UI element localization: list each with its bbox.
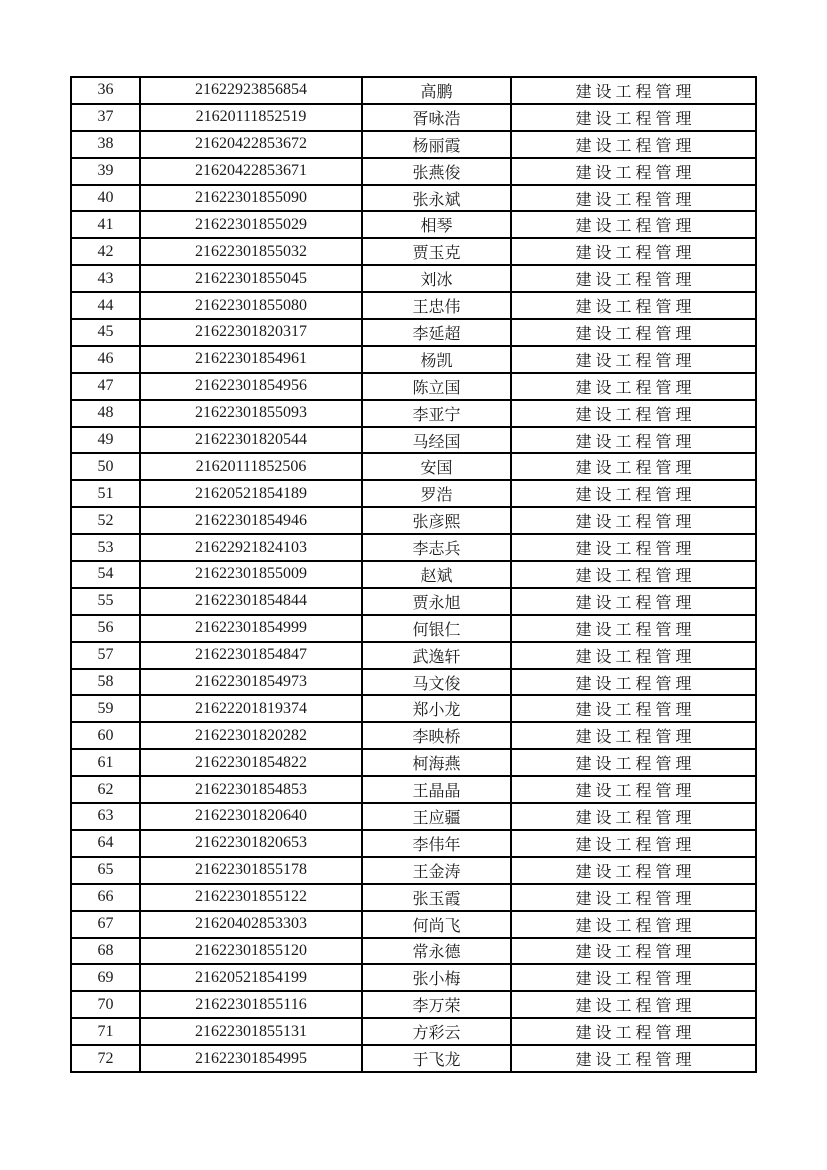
table-row [71,588,756,615]
name-cell: 常永德 [362,938,511,965]
name-cell: 杨丽霞 [362,131,511,158]
student-id-cell: 21622301855090 [140,185,362,212]
name-cell: 王应疆 [362,803,511,830]
name-cell: 马经国 [362,427,511,454]
name-cell: 张玉霞 [362,884,511,911]
table-row [71,158,756,185]
program-cell: 建设工程管理 [511,669,756,696]
student-id-cell: 21622301854995 [140,1045,362,1072]
name-cell: 张燕俊 [362,158,511,185]
table-row [71,830,756,857]
row-number-cell: 57 [71,642,140,669]
student-id-cell: 21622201819374 [140,695,362,722]
student-id-cell: 21622301855178 [140,857,362,884]
name-cell: 柯海燕 [362,749,511,776]
table-row [71,964,756,991]
student-id-cell: 21622301854961 [140,346,362,373]
row-number-cell: 54 [71,561,140,588]
program-cell: 建设工程管理 [511,480,756,507]
program-cell: 建设工程管理 [511,911,756,938]
row-number-cell: 68 [71,938,140,965]
table-row [71,911,756,938]
program-cell: 建设工程管理 [511,803,756,830]
program-cell: 建设工程管理 [511,319,756,346]
table-row [71,211,756,238]
program-cell: 建设工程管理 [511,238,756,265]
row-number-cell: 62 [71,776,140,803]
table-row [71,480,756,507]
student-roster-table [70,76,757,1073]
table-row [71,884,756,911]
program-cell: 建设工程管理 [511,1018,756,1045]
student-id-cell: 21620111852519 [140,104,362,131]
name-cell: 郑小龙 [362,695,511,722]
table-row [71,1045,756,1072]
row-number-cell: 45 [71,319,140,346]
program-cell: 建设工程管理 [511,534,756,561]
student-id-cell: 21622301854853 [140,776,362,803]
program-cell: 建设工程管理 [511,427,756,454]
row-number-cell: 59 [71,695,140,722]
program-cell: 建设工程管理 [511,185,756,212]
row-number-cell: 48 [71,400,140,427]
table-row [71,346,756,373]
student-id-cell: 21622301855032 [140,238,362,265]
student-id-cell: 21622301820282 [140,722,362,749]
table-row [71,265,756,292]
student-id-cell: 21622301855009 [140,561,362,588]
name-cell: 武逸轩 [362,642,511,669]
row-number-cell: 53 [71,534,140,561]
program-cell: 建设工程管理 [511,561,756,588]
row-number-cell: 42 [71,238,140,265]
name-cell: 安国 [362,453,511,480]
program-cell: 建设工程管理 [511,991,756,1018]
student-id-cell: 21622301855080 [140,292,362,319]
student-id-cell: 21622301854847 [140,642,362,669]
student-id-cell: 21622301855116 [140,991,362,1018]
row-number-cell: 52 [71,507,140,534]
table-row [71,77,756,104]
name-cell: 杨凯 [362,346,511,373]
row-number-cell: 55 [71,588,140,615]
name-cell: 李志兵 [362,534,511,561]
program-cell: 建设工程管理 [511,642,756,669]
name-cell: 相琴 [362,211,511,238]
name-cell: 于飞龙 [362,1045,511,1072]
row-number-cell: 43 [71,265,140,292]
row-number-cell: 65 [71,857,140,884]
row-number-cell: 37 [71,104,140,131]
table-row [71,642,756,669]
row-number-cell: 71 [71,1018,140,1045]
table-row [71,427,756,454]
table-row [71,857,756,884]
name-cell: 张永斌 [362,185,511,212]
row-number-cell: 39 [71,158,140,185]
name-cell: 李伟年 [362,830,511,857]
table-row [71,669,756,696]
program-cell: 建设工程管理 [511,346,756,373]
student-id-cell: 21620521854199 [140,964,362,991]
row-number-cell: 63 [71,803,140,830]
row-number-cell: 49 [71,427,140,454]
name-cell: 李延超 [362,319,511,346]
table-row [71,803,756,830]
program-cell: 建设工程管理 [511,857,756,884]
name-cell: 赵斌 [362,561,511,588]
row-number-cell: 50 [71,453,140,480]
student-id-cell: 21622301854822 [140,749,362,776]
name-cell: 刘冰 [362,265,511,292]
table-row [71,507,756,534]
student-id-cell: 21622301855120 [140,938,362,965]
student-id-cell: 21622301855093 [140,400,362,427]
table-row [71,991,756,1018]
student-id-cell: 21622301820544 [140,427,362,454]
row-number-cell: 38 [71,131,140,158]
row-number-cell: 44 [71,292,140,319]
program-cell: 建设工程管理 [511,77,756,104]
student-id-cell: 21620422853671 [140,158,362,185]
name-cell: 李亚宁 [362,400,511,427]
row-number-cell: 67 [71,911,140,938]
student-id-cell: 21620402853303 [140,911,362,938]
table-row [71,776,756,803]
program-cell: 建设工程管理 [511,938,756,965]
row-number-cell: 58 [71,669,140,696]
student-id-cell: 21622301820653 [140,830,362,857]
student-id-cell: 21622301855122 [140,884,362,911]
row-number-cell: 36 [71,77,140,104]
row-number-cell: 51 [71,480,140,507]
student-id-cell: 21622301855045 [140,265,362,292]
name-cell: 李映桥 [362,722,511,749]
name-cell: 贾永旭 [362,588,511,615]
name-cell: 陈立国 [362,373,511,400]
program-cell: 建设工程管理 [511,131,756,158]
row-number-cell: 60 [71,722,140,749]
program-cell: 建设工程管理 [511,830,756,857]
row-number-cell: 69 [71,964,140,991]
table-row [71,615,756,642]
table-row [71,185,756,212]
name-cell: 何尚飞 [362,911,511,938]
student-id-cell: 21622301855131 [140,1018,362,1045]
student-id-cell: 21620521854189 [140,480,362,507]
student-id-cell: 21620111852506 [140,453,362,480]
table-row [71,722,756,749]
name-cell: 王忠伟 [362,292,511,319]
row-number-cell: 41 [71,211,140,238]
row-number-cell: 46 [71,346,140,373]
program-cell: 建设工程管理 [511,292,756,319]
table-row [71,400,756,427]
student-id-cell: 21622301855029 [140,211,362,238]
name-cell: 罗浩 [362,480,511,507]
row-number-cell: 70 [71,991,140,1018]
table-row [71,319,756,346]
table-row [71,238,756,265]
name-cell: 高鹏 [362,77,511,104]
student-id-cell: 21622301854946 [140,507,362,534]
student-id-cell: 21622923856854 [140,77,362,104]
row-number-cell: 47 [71,373,140,400]
table-row [71,938,756,965]
table-row [71,292,756,319]
name-cell: 何银仁 [362,615,511,642]
student-id-cell: 21622301854999 [140,615,362,642]
table-row [71,453,756,480]
program-cell: 建设工程管理 [511,453,756,480]
row-number-cell: 64 [71,830,140,857]
name-cell: 李万荣 [362,991,511,1018]
name-cell: 贾玉克 [362,238,511,265]
program-cell: 建设工程管理 [511,400,756,427]
program-cell: 建设工程管理 [511,104,756,131]
program-cell: 建设工程管理 [511,776,756,803]
table-row [71,373,756,400]
program-cell: 建设工程管理 [511,884,756,911]
student-id-cell: 21620422853672 [140,131,362,158]
student-id-cell: 21622921824103 [140,534,362,561]
name-cell: 方彩云 [362,1018,511,1045]
program-cell: 建设工程管理 [511,588,756,615]
student-id-cell: 21622301854844 [140,588,362,615]
name-cell: 王金涛 [362,857,511,884]
program-cell: 建设工程管理 [511,615,756,642]
program-cell: 建设工程管理 [511,749,756,776]
program-cell: 建设工程管理 [511,507,756,534]
table-row [71,534,756,561]
table-row [71,104,756,131]
student-id-cell: 21622301854973 [140,669,362,696]
name-cell: 马文俊 [362,669,511,696]
table-row [71,131,756,158]
row-number-cell: 61 [71,749,140,776]
row-number-cell: 40 [71,185,140,212]
program-cell: 建设工程管理 [511,158,756,185]
program-cell: 建设工程管理 [511,211,756,238]
name-cell: 张小梅 [362,964,511,991]
student-id-cell: 21622301820317 [140,319,362,346]
name-cell: 张彦熙 [362,507,511,534]
row-number-cell: 56 [71,615,140,642]
table-row [71,1018,756,1045]
program-cell: 建设工程管理 [511,1045,756,1072]
program-cell: 建设工程管理 [511,722,756,749]
row-number-cell: 72 [71,1045,140,1072]
table-row [71,561,756,588]
name-cell: 胥咏浩 [362,104,511,131]
row-number-cell: 66 [71,884,140,911]
student-id-cell: 21622301820640 [140,803,362,830]
program-cell: 建设工程管理 [511,373,756,400]
program-cell: 建设工程管理 [511,265,756,292]
program-cell: 建设工程管理 [511,695,756,722]
roster-body [71,77,756,1072]
student-id-cell: 21622301854956 [140,373,362,400]
table-row [71,695,756,722]
name-cell: 王晶晶 [362,776,511,803]
program-cell: 建设工程管理 [511,964,756,991]
table-row [71,749,756,776]
